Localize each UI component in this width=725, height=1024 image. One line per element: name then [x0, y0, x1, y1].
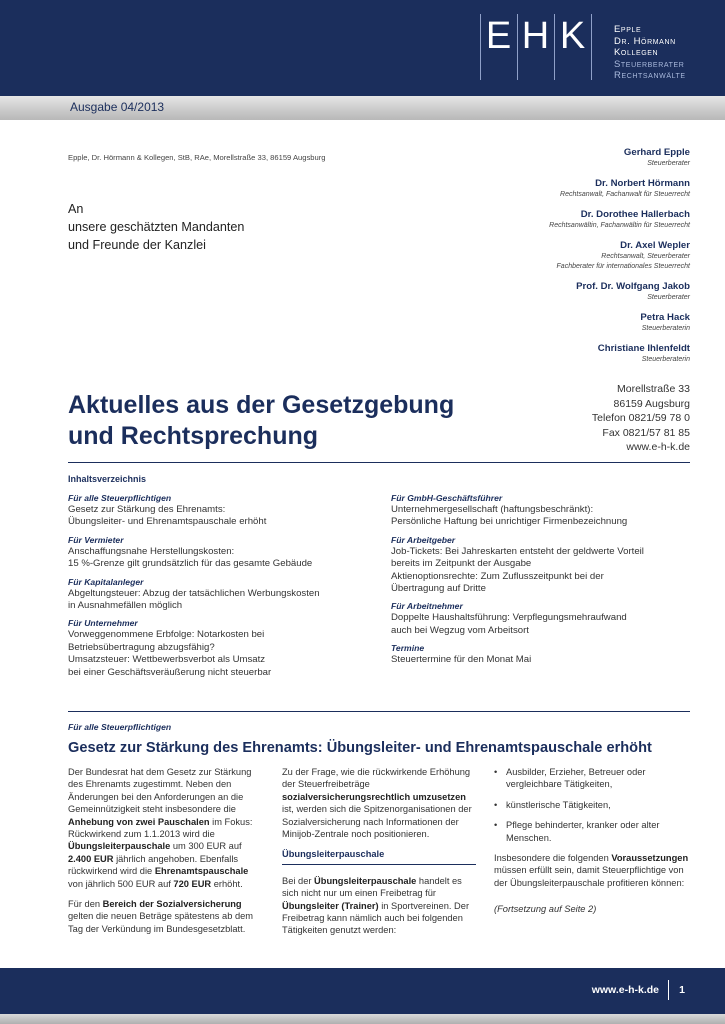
toc-entry[interactable]: Vorweggenommene Erbfolge: Notarkosten bei [68, 629, 265, 641]
toc-section [68, 618, 368, 679]
partner-role: Steuerberater [647, 294, 690, 301]
emphasis-text: 720 EUR [173, 878, 212, 889]
continued-note: (Fortsetzung auf Seite 2) [494, 904, 597, 915]
address-line: Fax 0821/57 81 85 [602, 426, 690, 439]
text-run: von jährlich 500 EUR auf [68, 878, 174, 889]
emphasis-text: Ehrenamtspauschale [154, 866, 249, 877]
toc-entry[interactable]: in Ausnahmefällen möglich [68, 600, 183, 612]
title-line: und Rechtsprechung [68, 422, 319, 450]
text-run: gelten die neuen Beträge spätestens ab dem Tag der Verkündung im Bundesgesetzblatt. [68, 911, 254, 934]
emphasis-text: Übungsleiterpauschale [68, 841, 171, 852]
partner-entry [430, 239, 690, 272]
bullet-item: • künstlerische Tätigkeiten, [494, 799, 690, 811]
logo-line: Rechtsanwälte [614, 70, 686, 81]
toc-entry[interactable]: Gesetz zur Stärkung des Ehrenamts: [68, 504, 226, 515]
bullet-item: • Ausbilder, Erzieher, Betreuer oder vergleichbare Tätigkeiten, [494, 766, 690, 791]
partner-entry [430, 311, 690, 334]
text-run: Für den [68, 899, 103, 910]
address-line: Telefon 0821/59 78 0 [591, 412, 690, 424]
subheading: Übungsleiterpauschale [282, 848, 476, 864]
logo-letter-e: E [485, 15, 513, 57]
recipient-line: unsere geschätzten Mandanten [68, 220, 245, 234]
partner-name: Dr. Axel Wepler [620, 240, 690, 251]
toc-entry[interactable]: Unternehmergesellschaft (haftungsbeschränkt): [391, 504, 594, 515]
partner-role: Rechtsanwältin, Fachanwältin für Steuerrecht [549, 222, 690, 229]
toc-section [391, 643, 691, 666]
article-column-3 [494, 766, 690, 924]
toc-section [391, 601, 691, 637]
article-column-1 [68, 766, 264, 943]
toc-entry[interactable]: Betriebsübertragung abzugsfähig? [68, 641, 215, 653]
partner-entry [430, 208, 690, 231]
toc-entry[interactable]: Übungsleiter- und Ehrenamtspauschale erhöht [68, 516, 267, 528]
partner-entry [430, 146, 690, 169]
logo-line: Epple [614, 24, 642, 35]
recipient-line: und Freunde der Kanzlei [68, 238, 206, 252]
article-category: Für alle Steuerpflichtigen [68, 722, 172, 732]
address-line: 86159 Augsburg [613, 397, 690, 410]
toc-entry[interactable]: Umsatzsteuer: Wettbewerbsverbot als Umsatz [68, 654, 266, 666]
address-line: Morellstraße 33 [617, 383, 690, 395]
toc-entry[interactable]: Steuertermine für den Monat Mai [391, 654, 532, 666]
bullet-list [494, 766, 690, 844]
partner-name: Christiane Ihlenfeldt [597, 343, 690, 354]
partner-name: Prof. Dr. Wolfgang Jakob [576, 281, 690, 292]
text-run: müssen erfüllt sein, damit Steuerpflichtige von der Übungsleiterpauschale profitieren können: [494, 865, 685, 888]
recipient-block [68, 200, 244, 254]
toc-category: Termine [391, 643, 425, 654]
toc-entry[interactable]: bereits im Zeitpunkt der Ausgabe [391, 558, 532, 570]
emphasis-text: Anhebung von zwei Pauschalen [68, 816, 210, 827]
partner-role: Steuerberater [647, 160, 690, 167]
website-link[interactable]: www.e-h-k.de [626, 441, 690, 453]
toc-section [68, 577, 368, 613]
emphasis-text: Voraussetzungen [611, 853, 689, 864]
toc-section [68, 493, 368, 529]
logo-line: Kollegen [614, 47, 659, 58]
emphasis-text: 2.400 EUR [68, 853, 114, 864]
text-run: ist, werden sich die Spitzenorganisationen der Sozialversicherung nach Informationen der Minijob-Zentrale noch positionieren. [282, 804, 472, 840]
partner-name: Gerhard Epple [623, 147, 690, 158]
page-number: 1 [679, 984, 685, 996]
logo-letter-k: K [559, 15, 587, 57]
toc-category: Für Vermieter [68, 534, 124, 545]
article-title: Gesetz zur Stärkung des Ehrenamts: Übungsleiter- und Ehrenamtspauschale erhöht [68, 740, 652, 756]
text-run: um 300 EUR auf [170, 841, 242, 852]
text-run: handelt es sich nicht nur um einen Freibetrag für [282, 875, 462, 899]
logo [480, 14, 592, 80]
logo-line: Steuerberater [614, 58, 685, 70]
divider [68, 711, 690, 712]
emphasis-text: sozialversicherungsrechtlich umzusetzen [282, 791, 466, 802]
toc-category: Für Arbeitnehmer [391, 601, 463, 612]
text-run: Der Bundesrat hat dem Gesetz zur Stärkung des Ehrenamts zugestimmt. Neben den Änderungen bei den Anforderungen an die Gemeinnützigkeit steht insbesondere die [68, 767, 252, 815]
text-run: in Sportvereinen. Der Freibetrag kann nämlich auch bei folgenden Tätigkeiten genutzt werden: [282, 900, 470, 936]
toc-entry[interactable]: Aktienoptionsrechte: Zum Zuflusszeitpunkt bei der [391, 570, 604, 582]
toc-entry[interactable]: Übertragung auf Dritte [391, 583, 486, 595]
footer-divider [668, 980, 669, 1000]
toc-section [68, 535, 368, 571]
text-run: Insbesondere die folgenden [494, 853, 612, 864]
toc-category: Für alle Steuerpflichtigen [68, 493, 172, 503]
toc-section [391, 493, 691, 529]
page-title [68, 390, 454, 452]
toc-entry[interactable]: 15 %-Grenze gilt grundsätzlich für das gesamte Gebäude [68, 558, 313, 570]
partner-name: Dr. Dorothee Hallerbach [580, 209, 690, 220]
toc-entry[interactable]: Doppelte Haushaltsführung: Verpflegungsmehraufwand [391, 612, 627, 624]
toc-entry[interactable]: auch bei Wegzug vom Arbeitsort [391, 624, 529, 636]
toc-section [391, 535, 691, 596]
logo-divider [591, 14, 592, 80]
title-line: Aktuelles aus der Gesetzgebung [68, 391, 455, 419]
partner-role: Rechtsanwalt, Fachanwalt für Steuerrecht [560, 191, 690, 198]
partner-list [430, 146, 690, 373]
logo-letter-h: H [521, 15, 551, 57]
logo-line: Dr. Hörmann [614, 35, 676, 47]
text-run: im Fokus: Rückwirkend zum 1.1.2013 wird die [68, 816, 253, 840]
toc-category: Für GmbH-Geschäftsführer [391, 493, 503, 503]
divider [68, 462, 690, 463]
toc-column-left [68, 493, 368, 685]
toc-entry[interactable]: Persönliche Haftung bei unrichtiger Firmenbezeichnung [391, 516, 628, 528]
toc-heading: Inhaltsverzeichnis [68, 474, 147, 484]
paragraph [68, 766, 264, 890]
paragraph [68, 898, 264, 935]
paragraph [282, 766, 476, 840]
sender-line: Epple, Dr. Hörmann & Kollegen, StB, RAe, Morellstraße 33, 86159 Augsburg [68, 153, 326, 162]
paragraph [494, 852, 690, 889]
partner-entry [430, 177, 690, 200]
logo-text [614, 24, 686, 82]
toc-entry[interactable]: Abgeltungsteuer: Abzug der tatsächlichen Werbungskosten [68, 587, 320, 599]
partner-role: Rechtsanwalt, Steuerberater [601, 253, 690, 260]
partner-role: Steuerberaterin [641, 356, 690, 363]
partner-entry [430, 342, 690, 365]
footer-website-link[interactable]: www.e-h-k.de [591, 984, 659, 996]
issue-label: Ausgabe 04/2013 [70, 100, 165, 114]
toc-category: Für Kapitalanleger [68, 576, 144, 587]
article-column-2 [282, 766, 476, 945]
partner-role: Fachberater für internationales Steuerrecht [556, 263, 690, 270]
toc-entry[interactable]: bei einer Geschäftsveräußerung nicht steuerbar [68, 666, 272, 678]
bullet-item: • Pflege behinderter, kranker oder alter Menschen. [494, 819, 690, 844]
paragraph [282, 875, 476, 937]
footer-silver-band [0, 1014, 725, 1024]
toc-category: Für Unternehmer [68, 618, 138, 629]
toc-entry[interactable]: Job-Tickets: Bei Jahreskarten entsteht der geldwerte Vorteil [391, 545, 644, 557]
recipient-line: An [68, 202, 84, 216]
toc-category: Für Arbeitgeber [391, 534, 456, 545]
toc-entry[interactable]: Anschaffungsnahe Herstellungskosten: [68, 545, 235, 557]
partner-name: Petra Hack [640, 312, 690, 323]
text-run: Bei der [282, 875, 315, 886]
partner-name: Dr. Norbert Hörmann [595, 178, 690, 189]
partner-entry [430, 280, 690, 303]
emphasis-text: Bereich der Sozialversicherung [102, 899, 242, 910]
emphasis-text: Übungsleiterpauschale [314, 875, 417, 886]
address-block [592, 382, 690, 455]
emphasis-text: Übungsleiter (Trainer) [282, 900, 379, 911]
header-bar [0, 0, 725, 96]
partner-role: Steuerberaterin [641, 325, 690, 332]
text-run: erhöht. [211, 878, 243, 889]
toc-column-right [391, 493, 691, 673]
text-run: jährlich angehoben. Ebenfalls rückwirkend wird die [68, 853, 239, 877]
text-run: Zu der Frage, wie die rückwirkende Erhöhung der Steuerfreibeträge [282, 767, 471, 790]
